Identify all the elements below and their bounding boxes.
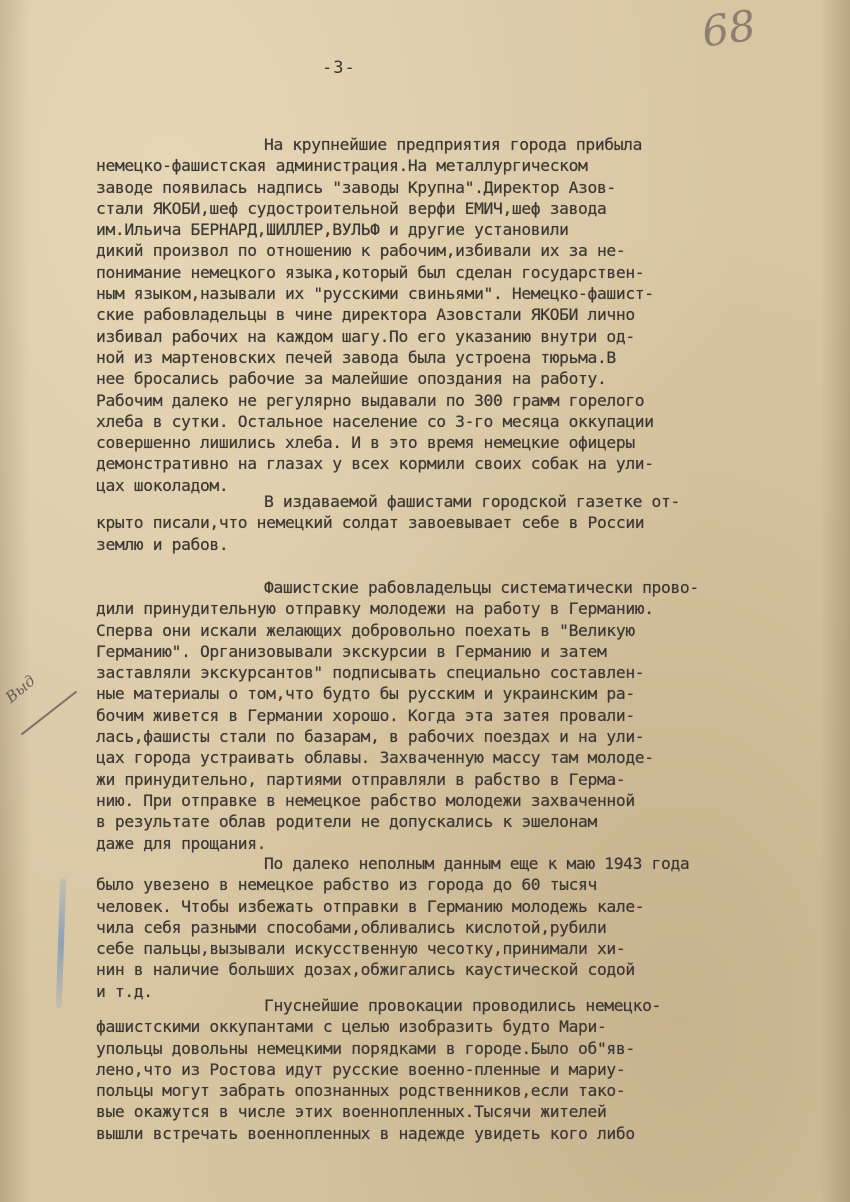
text-line: Германию". Организовывали экскурсии в Германию и затем: [96, 641, 607, 661]
text-line: цах города устраивать облавы. Захваченную массу там молоде-: [96, 748, 654, 768]
text-line: и т.д.: [96, 981, 153, 1001]
margin-handwritten-note: Выд: [2, 671, 39, 707]
text-line: дили принудительную отправку молодежи на работу в Германию.: [96, 599, 654, 619]
text-line: фашистскими оккупантами с целью изобразить будто Мари-: [96, 1017, 607, 1037]
text-line: заставляли экскурсантов" подписывать специально составлен-: [96, 663, 645, 683]
paragraph-5: [96, 995, 844, 1144]
text-line: Рабочим далеко не регулярно выдавали по 300 грамм горелого: [96, 390, 645, 410]
text-line: На крупнейшие предприятия города прибыла: [264, 135, 643, 154]
margin-pencil-mark: [56, 878, 67, 1008]
text-line: вышли встречать военнопленных в надежде увидеть кого либо: [96, 1123, 635, 1143]
text-line: землю и рабов.: [96, 534, 229, 554]
text-line: Сперва они искали желающих добровольно поехать в "Великую: [96, 620, 635, 640]
text-line: немецко-фашистская администрация.На металлургическом: [96, 156, 588, 176]
text-line: ной из мартеновских печей завода была устроена тюрьма.В: [96, 347, 616, 367]
paragraph-4: [96, 853, 844, 1002]
text-line: себе пальцы,вызывали искусственную чесотку,принимали хи-: [96, 939, 626, 959]
paragraph-1: [96, 134, 844, 496]
text-line: бочим живется в Германии хорошо. Когда эта затея провали-: [96, 705, 635, 725]
text-line: упольцы довольны немецкими порядками в городе.Было об"яв-: [96, 1038, 635, 1058]
text-line: Фашистские рабовладельцы систематически прово-: [264, 578, 699, 597]
text-line: заводе появилась надпись "заводы Крупна".Директор Азов-: [96, 177, 616, 197]
text-line: нее бросались рабочие за малейшие опоздания на работу.: [96, 369, 607, 389]
text-line: хлеба в сутки. Остальное население со 3-го месяца оккупации: [96, 411, 654, 431]
text-line: вые окажутся в числе этих военнопленных.Тысячи жителей: [96, 1102, 607, 1122]
text-line: ские рабовладельцы в чине директора Азовстали ЯКОБИ лично: [96, 305, 635, 325]
text-line: нию. При отправке в немецкое рабство молодежи захваченной: [96, 790, 635, 810]
text-line: совершенно лишились хлеба. И в это время немецкие офицеры: [96, 433, 635, 453]
text-line: ным языком,называли их "русскими свиньями". Немецко-фашист-: [96, 284, 654, 304]
text-line: лась,фашисты стали по базарам, в рабочих поездах и на ули-: [96, 727, 645, 747]
text-line: было увезено в немецкое рабство из города до 60 тысяч: [96, 875, 597, 895]
page-number: -3-: [322, 58, 356, 78]
text-line: им.Ильича БЕРНАРД,ШИЛЛЕР,ВУЛЬФ и другие установили: [96, 220, 569, 240]
archive-folio-number: 68: [698, 0, 759, 57]
text-line: цах шоколадом.: [96, 475, 229, 495]
text-line: стали ЯКОБИ,шеф судостроительной верфи ЕМИЧ,шеф завода: [96, 198, 607, 218]
paragraph-3: [96, 577, 844, 854]
text-line: По далеко неполным данным еще к маю 1943 года: [264, 854, 690, 873]
text-line: избивал рабочих на каждом шагу.По его указанию внутри од-: [96, 326, 635, 346]
text-line: человек. Чтобы избежать отправки в Германию молодежь кале-: [96, 896, 645, 916]
text-line: чила себя разными способами,обливались кислотой,рубили: [96, 917, 607, 937]
text-line: лено,что из Ростова идут русские военно-пленные и мариу-: [96, 1059, 626, 1079]
text-line: демонстративно на глазах у всех кормили своих собак на ули-: [96, 454, 654, 474]
text-line: крыто писали,что немецкий солдат завоевывает себе в России: [96, 513, 645, 533]
text-line: В издаваемой фашистами городской газетке от-: [264, 492, 680, 511]
text-line: Гнуснейшие провокации проводились немецко-: [264, 996, 661, 1015]
margin-pen-stroke: [21, 691, 77, 736]
text-line: даже для прощания.: [96, 833, 267, 853]
text-line: польцы могут забрать опознанных родственников,если тако-: [96, 1081, 626, 1101]
text-line: жи принудительно, партиями отправляли в рабство в Герма-: [96, 769, 626, 789]
text-line: в результате облав родители не допускались к эшелонам: [96, 812, 597, 832]
text-line: дикий произвол по отношению к рабочим,избивали их за не-: [96, 241, 626, 261]
paragraph-2: [96, 491, 844, 555]
text-line: понимание немецкого языка,который был сделан государствен-: [96, 262, 645, 282]
text-line: ные материалы о том,что будто бы русским и украинским ра-: [96, 684, 635, 704]
text-line: нин в наличие больших дозах,обжигались каустической содой: [96, 960, 635, 980]
